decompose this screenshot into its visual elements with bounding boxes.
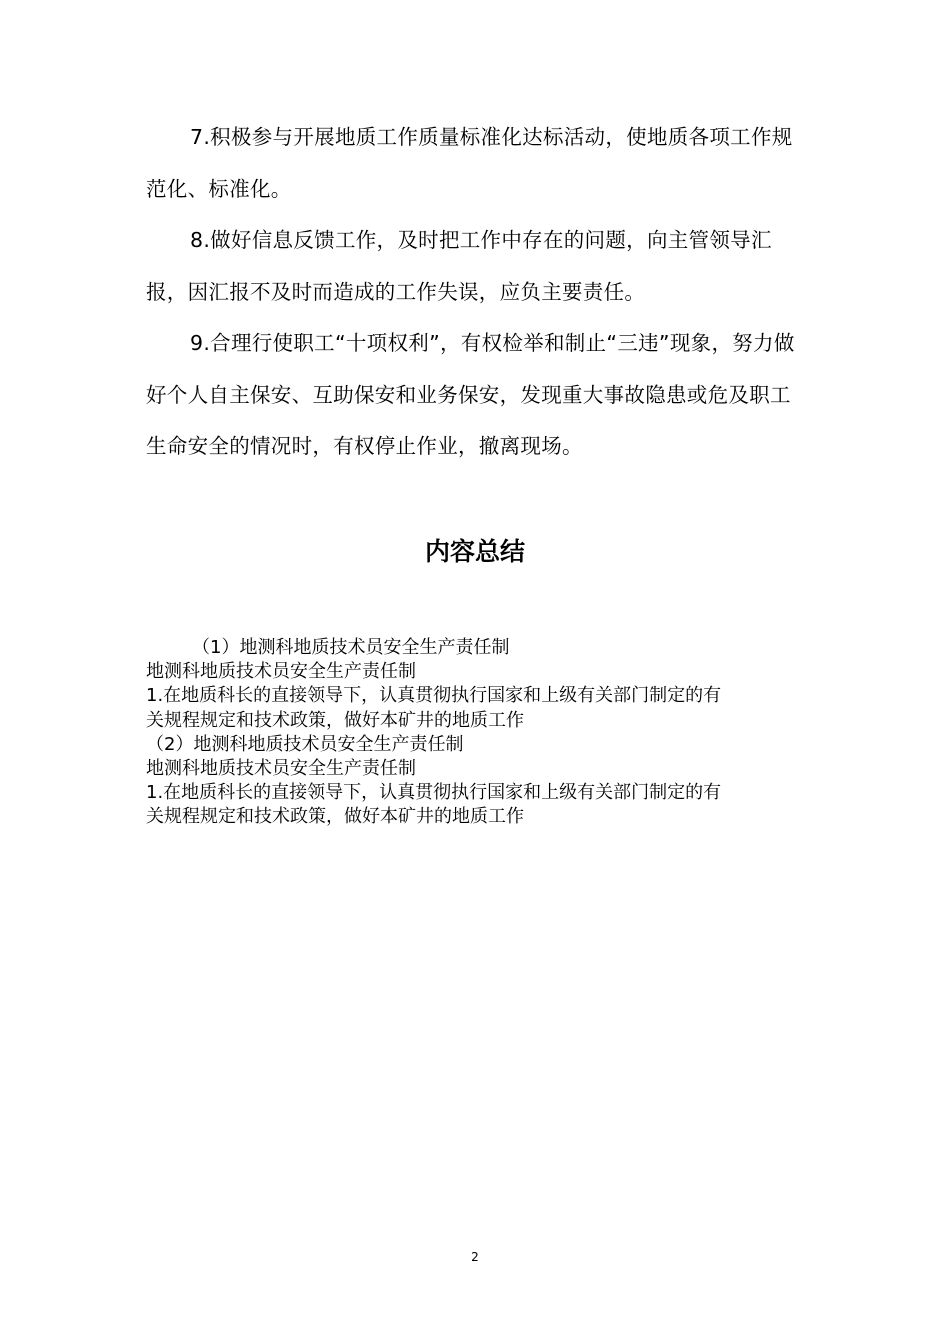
summary-line: （2）地测科地质技术员安全生产责任制 — [146, 733, 464, 755]
summary-line: 关规程规定和技术政策，做好本矿井的地质工作 — [146, 709, 524, 731]
summary-line: 地测科地质技术员安全生产责任制 — [146, 661, 416, 683]
paragraph-item-8: 8.做好信息反馈工作，及时把工作中存在的问题，向主管领导汇报，因汇报不及时而造成的工作失误，应负主要责任。 — [146, 228, 772, 304]
summary-line: 1.在地质科长的直接领导下，认真贯彻执行国家和上级有关部门制定的有 — [146, 782, 722, 804]
summary-line: （1）地测科地质技术员安全生产责任制 — [192, 637, 510, 658]
paragraph-item-7: 7.积极参与开展地质工作质量标准化达标活动，使地质各项工作规范化、标准化。 — [146, 125, 793, 201]
summary-line: 地测科地质技术员安全生产责任制 — [146, 758, 416, 780]
summary-title: 内容总结 — [424, 537, 525, 566]
summary-line: 1.在地质科长的直接领导下，认真贯彻执行国家和上级有关部门制定的有 — [146, 685, 722, 707]
summary-line: 关规程规定和技术政策，做好本矿井的地质工作 — [146, 806, 524, 828]
summary-content — [146, 636, 810, 830]
paragraph-item-9: 9.合理行使职工“十项权利”，有权检举和制止“三违”现象，努力做好个人自主保安、互助保安和业务保安，发现重大事故隐患或危及职工生命安全的情况时，有权停止作业，撤离现场。 — [146, 331, 795, 458]
page-number: 2 — [471, 1250, 479, 1264]
